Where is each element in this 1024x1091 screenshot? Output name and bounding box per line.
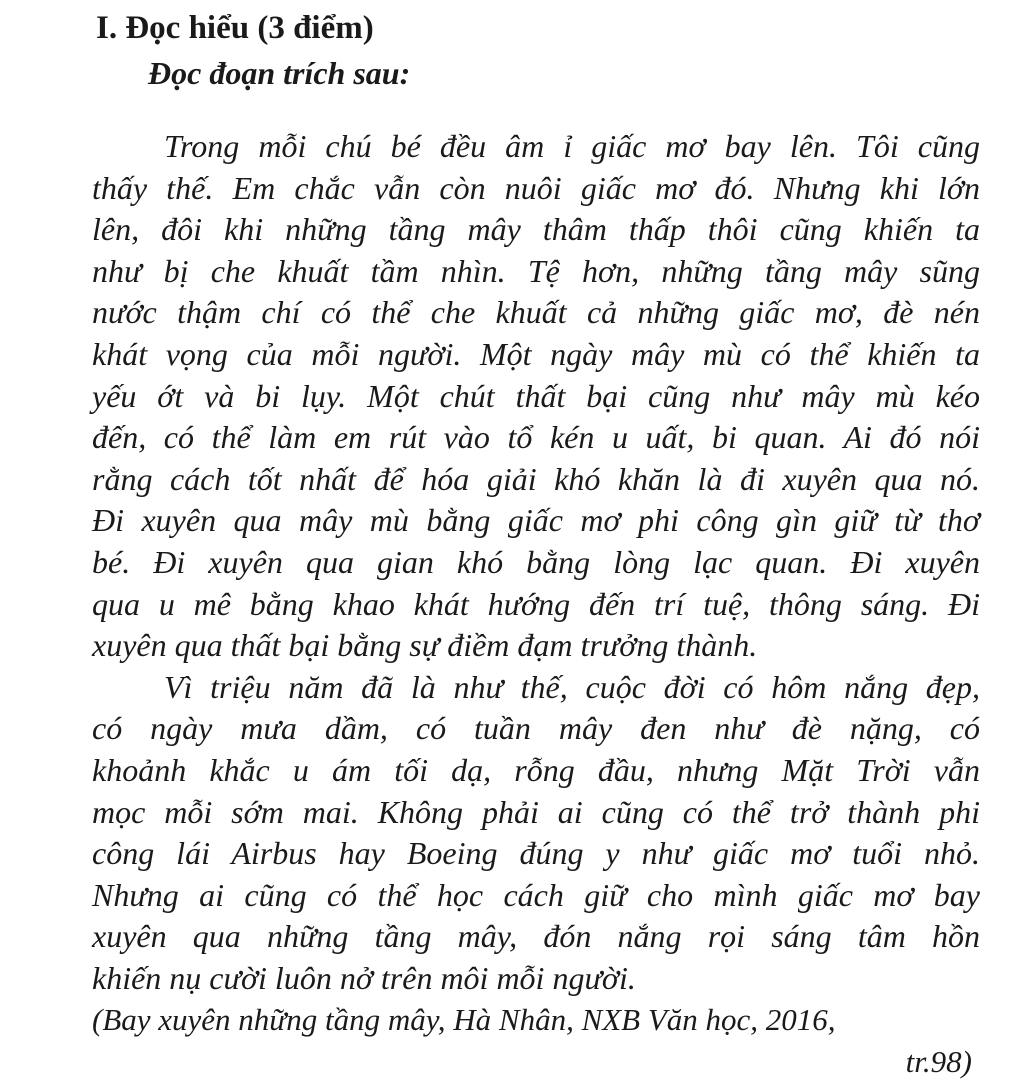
- citation-line: tr.98): [905, 1044, 972, 1080]
- passage-line: Nhưng ai cũng có thể học cách giữ cho mình giấc mơ bay: [92, 876, 980, 913]
- instruction-subheading: Đọc đoạn trích sau:: [148, 55, 411, 91]
- passage-line: lên, đôi khi những tầng mây thâm thấp thôi cũng khiến ta: [92, 211, 980, 248]
- passage-excerpt: [92, 126, 980, 1083]
- passage-line: khoảnh khắc u ám tối dạ, rỗng đầu, nhưng Mặt Trời vẫn: [92, 751, 980, 788]
- passage-line: có ngày mưa dầm, có tuần mây đen như đè nặng, có: [92, 710, 980, 747]
- passage-line: Trong mỗi chú bé đều âm ỉ giấc mơ bay lên. Tôi cũng: [164, 128, 980, 164]
- passage-line: Vì triệu năm đã là như thế, cuộc đời có hôm nắng đẹp,: [164, 668, 980, 705]
- source-citation: [92, 999, 980, 1082]
- passage-line: nước thậm chí có thể che khuất cả những giấc mơ, đè nén: [92, 294, 980, 331]
- passage-line: khát vọng của mỗi người. Một ngày mây mù có thể khiến ta: [92, 335, 980, 372]
- passage-line: khiến nụ cười luôn nở trên môi mỗi người.: [92, 959, 636, 996]
- passage-line: xuyên qua thất bại bằng sự điềm đạm trưởng thành.: [92, 627, 758, 664]
- section-heading: I. Đọc hiểu (3 điểm): [96, 10, 374, 46]
- passage-line: công lái Airbus hay Boeing đúng y như giấc mơ tuổi nhỏ.: [92, 835, 980, 872]
- citation-line: (Bay xuyên những tầng mây, Hà Nhân, NXB Văn học, 2016,: [92, 1002, 836, 1038]
- paragraph-1: [92, 126, 980, 667]
- passage-line: mọc mỗi sớm mai. Không phải ai cũng có thể trở thành phi: [92, 793, 980, 830]
- passage-line: bé. Đi xuyên qua gian khó bằng lòng lạc quan. Đi xuyên: [92, 543, 980, 580]
- passage-line: xuyên qua những tầng mây, đón nắng rọi sáng tâm hồn: [92, 918, 980, 955]
- passage-line: đến, có thể làm em rút vào tổ kén u uất, bi quan. Ai đó nói: [92, 419, 980, 456]
- passage-line: qua u mê bằng khao khát hướng đến trí tuệ, thông sáng. Đi: [92, 585, 980, 622]
- paragraph-2: [92, 667, 980, 1000]
- passage-line: yếu ớt và bi lụy. Một chút thất bại cũng như mây mù kéo: [92, 377, 980, 414]
- passage-line: rằng cách tốt nhất để hóa giải khó khăn là đi xuyên qua nó.: [92, 460, 980, 497]
- passage-line: như bị che khuất tầm nhìn. Tệ hơn, những tầng mây sũng: [92, 252, 980, 289]
- passage-line: Đi xuyên qua mây mù bằng giấc mơ phi công gìn giữ từ thơ: [92, 502, 980, 539]
- passage-line: thấy thế. Em chắc vẫn còn nuôi giấc mơ đó. Nhưng khi lớn: [92, 169, 980, 206]
